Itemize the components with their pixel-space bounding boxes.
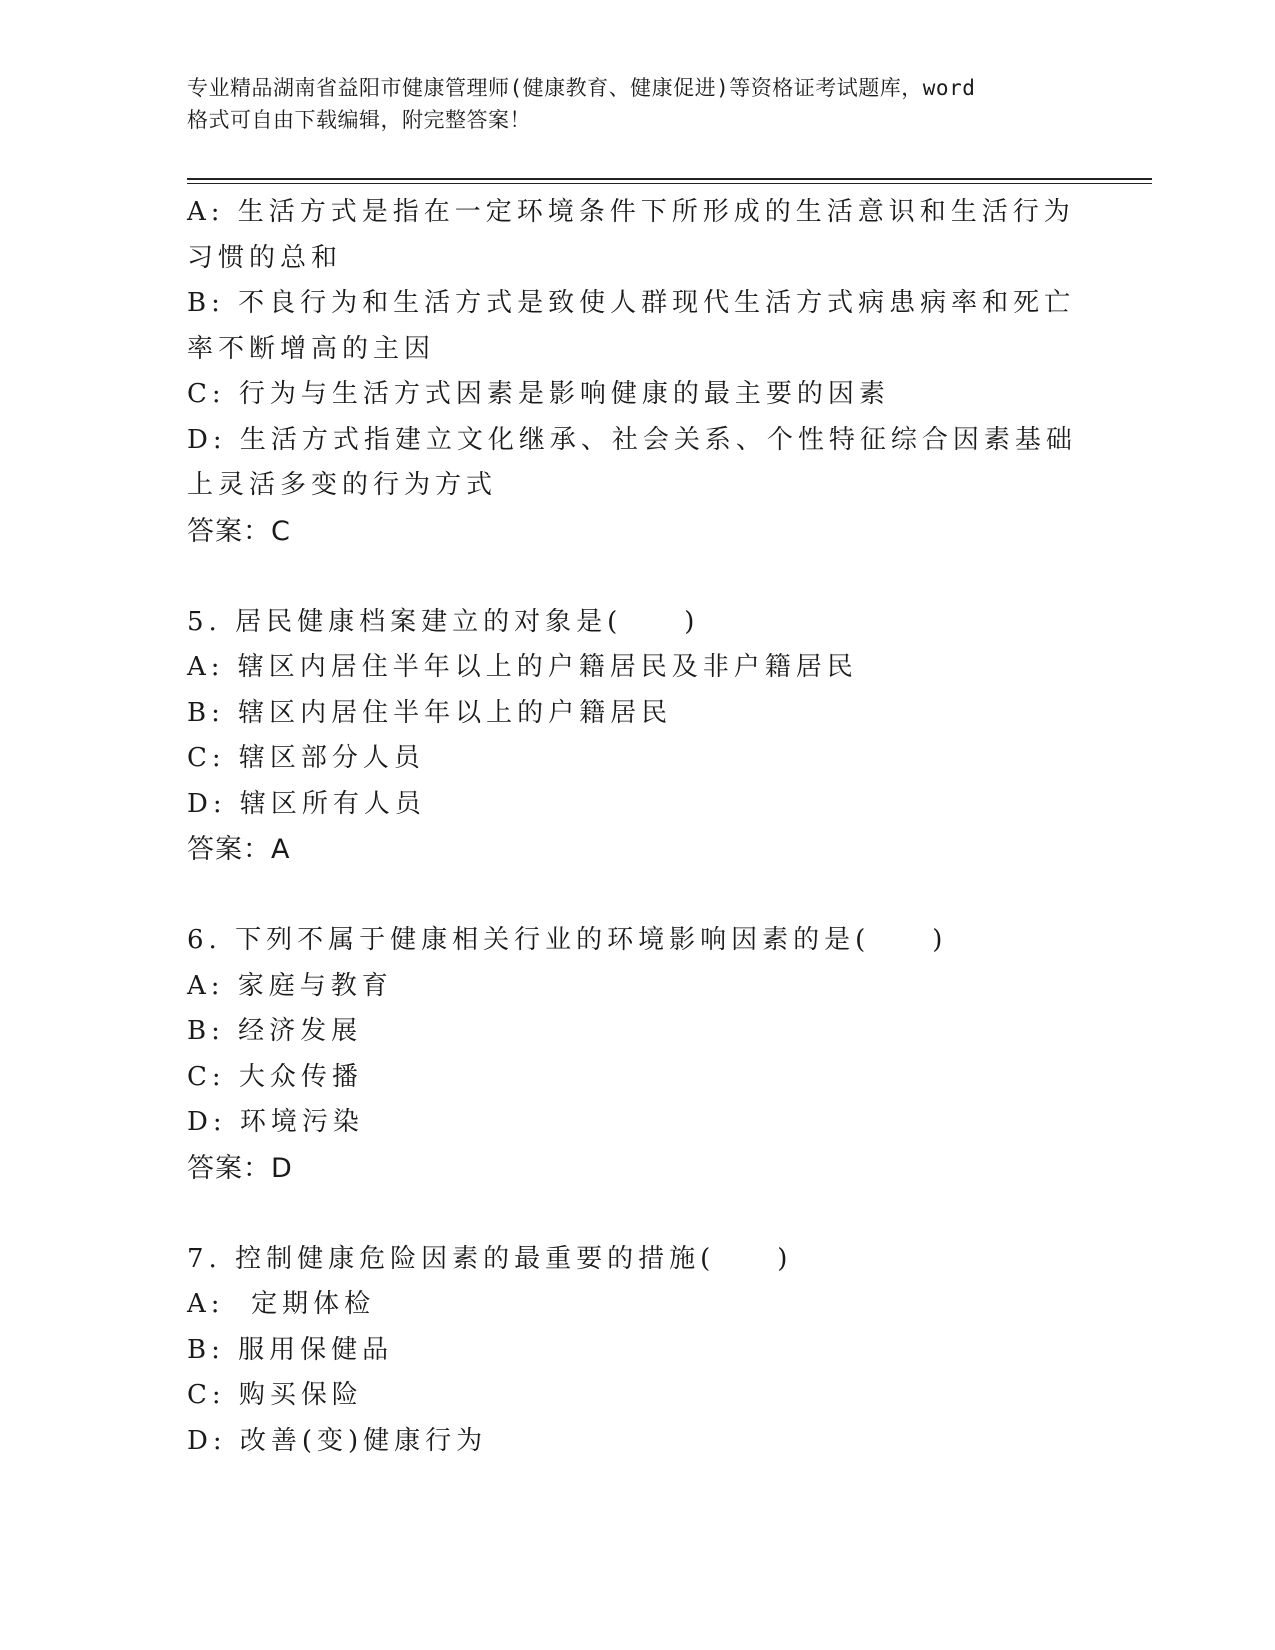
option-d: D: 生活方式指建立文化继承、社会关系、个性特征综合因素基础上灵活多变的行为方式	[187, 424, 1077, 500]
option-a: A: 家庭与教育	[187, 970, 393, 1001]
option-b: B: 不良行为和生活方式是致使人群现代生活方式病患病率和死亡率不断增高的主因	[187, 288, 1076, 364]
question-block-4	[187, 190, 1087, 554]
answer-label: 答案：C	[187, 515, 291, 547]
question-content	[187, 190, 1087, 1464]
document-header	[187, 72, 1087, 136]
option-d: D: 辖区所有人员	[187, 788, 426, 819]
option-c: C: 辖区部分人员	[187, 743, 425, 773]
header-divider	[187, 178, 1152, 180]
option-c: C: 行为与生活方式因素是影响健康的最主要的因素	[187, 379, 890, 409]
question-block-6	[187, 918, 1087, 1191]
option-d: D: 改善(变)健康行为	[187, 1425, 488, 1456]
option-c: C: 大众传播	[187, 1061, 363, 1092]
option-c: C: 购买保险	[187, 1380, 363, 1410]
question-block-5	[187, 600, 1087, 873]
header-line-1: 专业精品湖南省益阳市健康管理师(健康教育、健康促进)等资格证考试题库，word	[187, 76, 976, 100]
question-text: 7. 控制健康危险因素的最重要的措施( )	[187, 1243, 793, 1274]
option-b: B: 经济发展	[187, 1016, 363, 1046]
answer-label: 答案：D	[187, 1152, 293, 1184]
option-b: B: 服用保健品	[187, 1334, 394, 1365]
option-a: A: 辖区内居住半年以上的户籍居民及非户籍居民	[187, 652, 858, 682]
question-text: 5. 居民健康档案建立的对象是( )	[187, 606, 700, 637]
option-d: D: 环境污染	[187, 1107, 364, 1137]
option-a: A: 定期体检	[187, 1289, 376, 1319]
option-a: A: 生活方式是指在一定环境条件下所形成的生活意识和生活行为习惯的总和	[187, 197, 1075, 273]
question-text: 6. 下列不属于健康相关行业的环境影响因素的是( )	[187, 925, 948, 955]
header-divider-thin	[187, 183, 1152, 184]
question-block-7	[187, 1237, 1087, 1465]
header-line-2: 格式可自由下载编辑，附完整答案！	[187, 108, 531, 132]
option-b: B: 辖区内居住半年以上的户籍居民	[187, 697, 673, 728]
answer-label: 答案：A	[187, 834, 291, 865]
